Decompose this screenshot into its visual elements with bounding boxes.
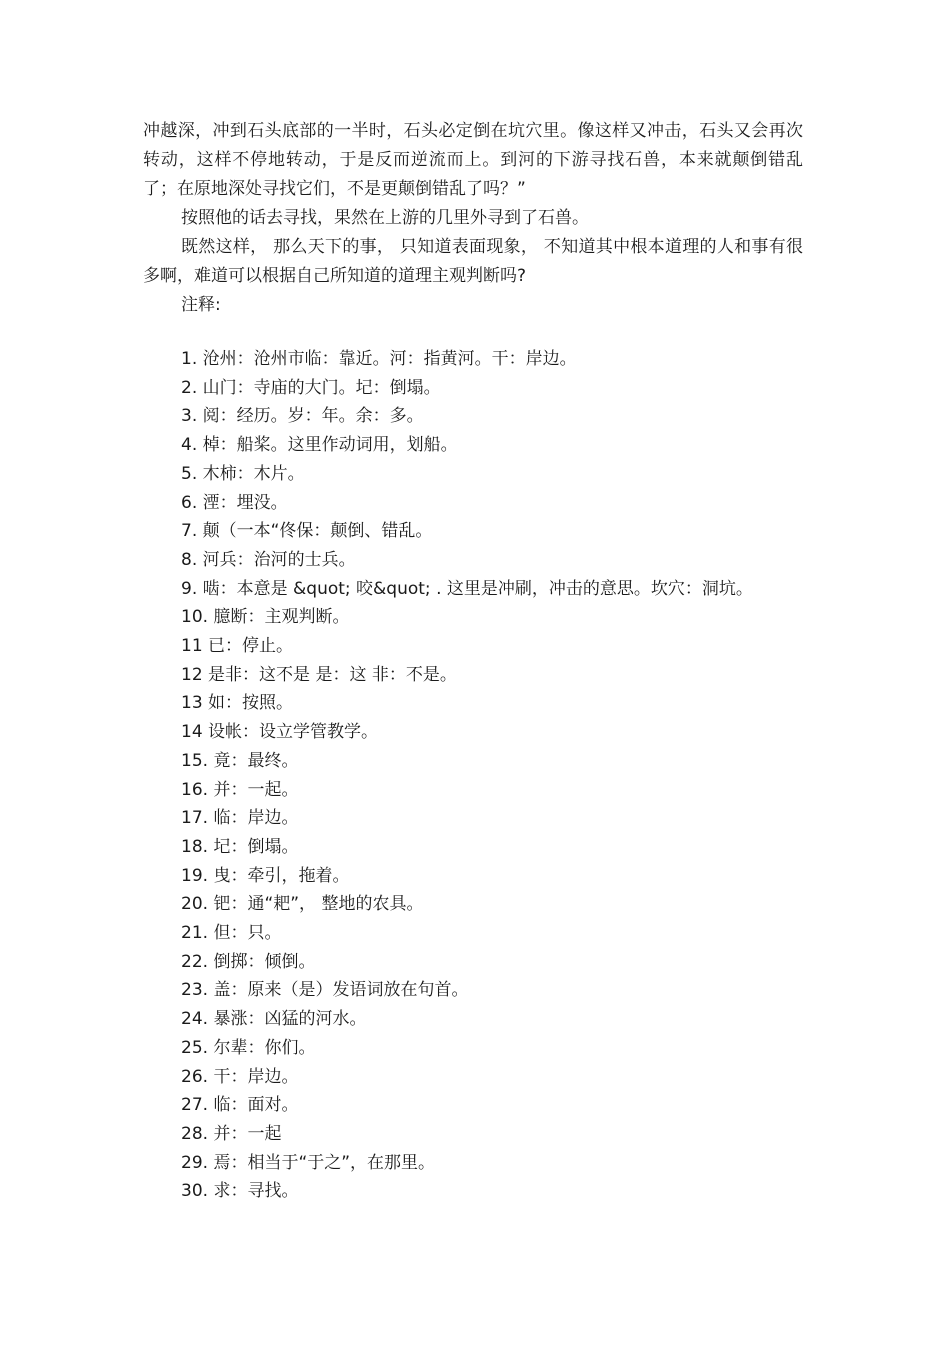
note-item: 7. 颠（一本“佟保：颠倒、错乱。	[181, 521, 433, 542]
note-item: 10. 臆断：主观判断。	[181, 607, 350, 628]
note-item: 8. 河兵：治河的士兵。	[181, 549, 356, 570]
note-item: 3. 阅：经历。岁：年。余：多。	[181, 406, 424, 427]
note-item: 21. 但：只。	[181, 923, 282, 944]
note-item: 20. 钯：通“耙”， 整地的农具。	[181, 894, 424, 915]
paragraph-conclusion: 既然这样， 那么天下的事， 只知道表面现象， 不知道其中根本道理的人和事有很多啊，难道可以根据自己所知道的道理主观判断吗?	[143, 237, 803, 286]
note-item: 13 如：按照。	[181, 693, 294, 714]
note-item: 15. 竟：最终。	[181, 750, 299, 771]
note-item: 18. 圮：倒塌。	[181, 836, 299, 857]
notes-heading: 注释:	[181, 295, 221, 315]
note-item: 2. 山门：寺庙的大门。圮：倒塌。	[181, 377, 441, 398]
note-item: 24. 暴涨：凶猛的河水。	[181, 1009, 367, 1030]
note-item: 6. 湮：埋没。	[181, 492, 288, 513]
note-item: 17. 临：岸边。	[181, 808, 299, 829]
note-item: 4. 棹：船桨。这里作动词用，划船。	[181, 435, 458, 456]
note-item: 23. 盖：原来（是）发语词放在句首。	[181, 980, 469, 1001]
note-item: 14 设帐：设立学管教学。	[181, 722, 379, 743]
translation-text	[143, 117, 803, 320]
note-item: 11 已：停止。	[181, 636, 294, 657]
paragraph-search-result: 按照他的话去寻找，果然在上游的几里外寻到了石兽。	[181, 208, 589, 228]
note-item: 5. 木柿：木片。	[181, 463, 305, 484]
note-item: 9. 啮：本意是 &quot; 咬&quot; . 这里是冲刷，冲击的意思。坎穴：洞坑。	[181, 578, 753, 599]
note-item: 19. 曳：牵引，拖着。	[181, 865, 350, 886]
note-item: 29. 焉：相当于“于之”，在那里。	[181, 1152, 436, 1173]
note-item: 26. 干：岸边。	[181, 1066, 299, 1087]
note-item: 16. 并：一起。	[181, 779, 299, 800]
note-item: 28. 并：一起	[181, 1123, 282, 1144]
notes-list	[181, 345, 821, 1206]
note-item: 25. 尔辈：你们。	[181, 1037, 316, 1058]
paragraph-continuation: 冲越深，冲到石头底部的一半时，石头必定倒在坑穴里。像这样又冲击，石头又会再次转动，这样不停地转动，于是反而逆流而上。到河的下游寻找石兽，本来就颠倒错乱了；在原地深处寻找它们，不是更颠倒错乱了吗？”	[143, 121, 803, 199]
note-item: 27. 临：面对。	[181, 1095, 299, 1116]
note-item: 22. 倒掷：倾倒。	[181, 951, 316, 972]
note-item: 12 是非：这不是 是：这 非：不是。	[181, 664, 457, 685]
note-item: 1. 沧州：沧州市临：靠近。河：指黄河。干：岸边。	[181, 349, 577, 369]
note-item: 30. 求：寻找。	[181, 1181, 299, 1202]
